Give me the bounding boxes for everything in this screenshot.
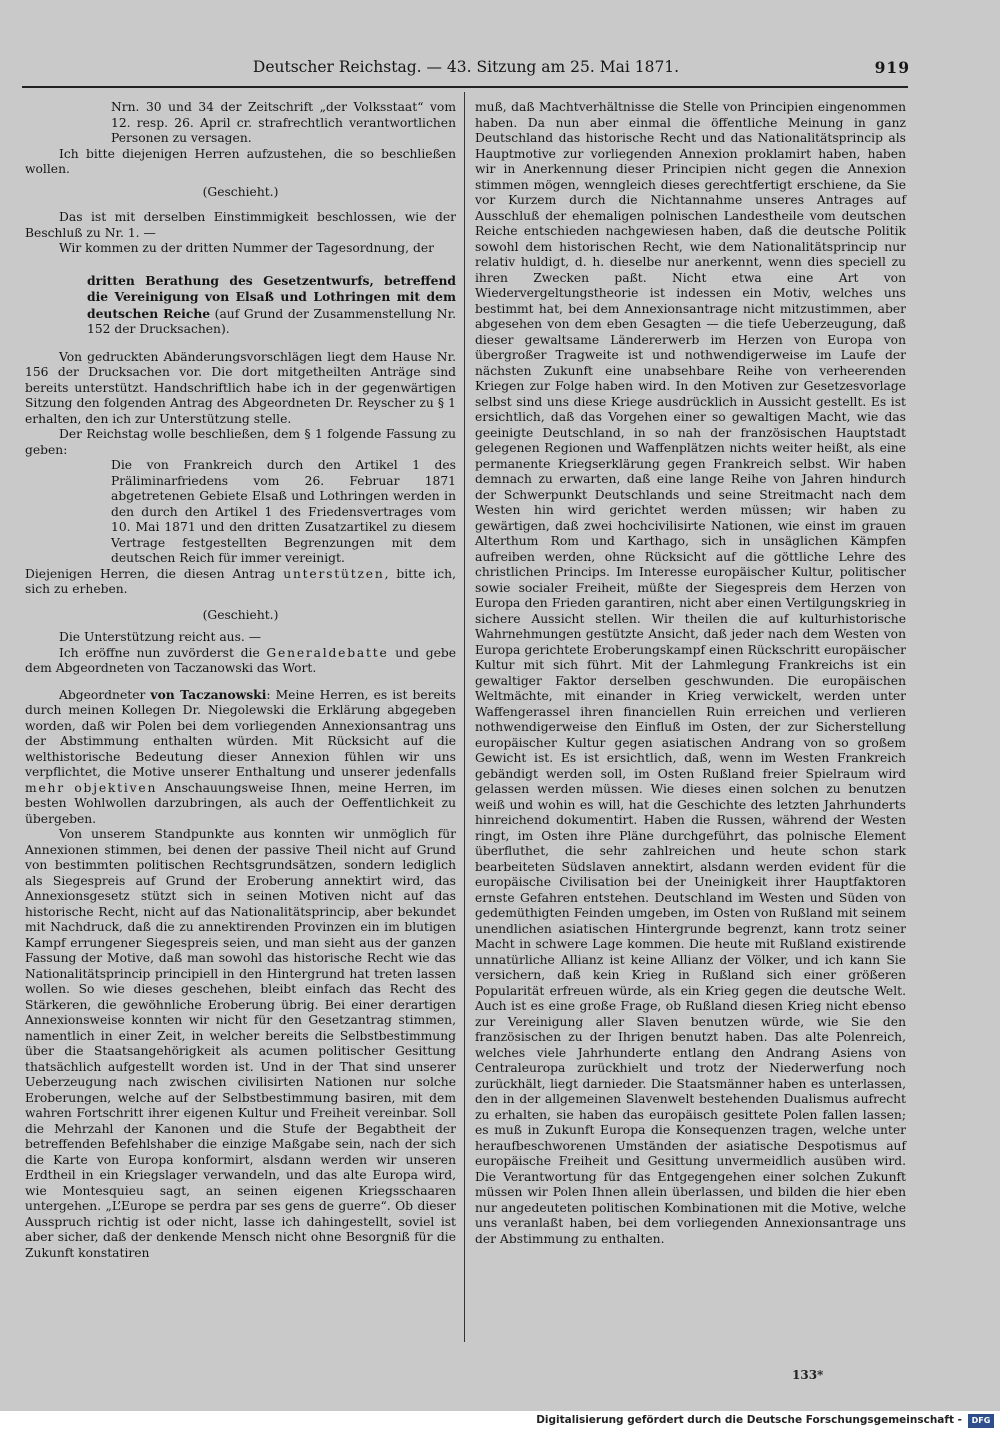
agenda-heading bbox=[25, 273, 456, 338]
text-run: : Meine Herren, es ist bereits durch meinen Kollegen Dr. Niegolewski die Erklärung abgegeben worden, daß wir Polen bei dem vorliegenden Annexionsantrag uns der Abstimmung enthalten würden. Mit Rücksicht auf die welthistorische Bedeutung dieser Annexion fühlen wir uns verpflichtet, die Motive unserer Enthaltung und unserer jedenfalls bbox=[25, 687, 456, 779]
dfg-logo: DFG bbox=[968, 1414, 994, 1428]
paragraph: muß, daß Machtverhältnisse die Stelle von Principien eingenommen haben. Da nun aber einmal die öffentliche Meinung in ganz Deutschland das historische Recht und das Nationalitätsprincip als Hauptmotive zur vorliegenden Annexion proklamirt haben, haben wir in Anerkennung dieser Principien nicht gegen die Annexion stimmen mögen, wenngleich dieses gerechtfertigt erschiene, da Sie vor Kurzem durch die Nichtannahme unseres Antrages auf Ausschluß der ehemaligen polnischen Landestheile vom deutschen Reiche entschieden nachgewiesen haben, daß die deutsche Politik sowohl dem historischen Recht, wie dem Nationalitätsprincip nur relativ huldigt, d. h. dieselbe nur anerkennt, wenn dies speciell zu ihren Zwecken paßt. Nicht etwa eine Art von Wiedervergeltungstheorie ist indessen ein Motiv, welches uns bestimmt hat, bei dem Annexionsantrage nicht mitzustimmen, aber abgesehen von dem eben Gesagten — die tiefe Ueberzeugung, daß dieser gewaltsame Ländererwerb im Herzen von Europa von übergroßer Tragweite ist und nothwendigerweise im Laufe der nächsten Zukunft eine unabsehbare Reihe von verheerenden Kriegen zur Folge haben wird. In den Motiven zur Gesetzesvorlage selbst sind uns diese Kriege ausdrücklich in Aussicht gestellt. Es ist ersichtlich, daß das Vorgehen einer so gewaltigen Macht, wie das geeinigte Deutschland, in so nah der französischen Hauptstadt gelegenen Regionen und Waffenplätzen nichts weiter heißt, als eine permanente Kriegserklärung gegen Frankreich selbst. Wir haben demnach zu erwarten, daß eine lange Reihe von Jahren hindurch der Schwerpunkt Deutschlands und seine Streitmacht nach dem Westen hin wird gerichtet werden müssen; wir haben zu gewärtigen, daß zwei hochcivilisirte Nationen, wie einst im grauen Alterthum Rom und Karthago, sich in unsäglichen Kämpfen aufreiben werden, ohne Rücksicht auf die göttliche Lehre des christlichen Princips. Im Interesse europäischer Kultur, politischer sowie socialer Freiheit, müßte der Siegespreis dem Herzen von Europa den Frieden garantiren, nicht aber einen Vertilgungskrieg in sichere Aussicht stellen. Wir theilen die auf kulturhistorische Wahrnehmungen gestützte Ansicht, daß jeder nach dem Westen von Europa gerichtete Eroberungskampf einen Rückschritt europäischer Kultur mit sich führt. Mit der Lahmlegung Frankreichs ist ein gewaltiger Faktor derselben geschwunden. Die europäischen Weltmächte, mit einander in Krieg verwickelt, werden unter Waffengerassel ihren financiellen Ruin erreichen und verlieren nothwendigerweise den Einfluß im Osten, der zur Sicherstellung europäischer Kultur gegen asiatischen Andrang von so großem Gewicht ist. Es ist ersichtlich, daß, wenn im Westen Frankreich gebändigt werden soll, im Osten Rußland freier Spielraum wird gelassen werden müssen. Wie dieses einen solchen zu benutzen weiß und wohin es will, hat die Geschichte des letzten Jahrhunderts hinreichend dokumentirt. Haben die Russen, während der Westen ringt, im Osten ihre Pläne durchgeführt, das polnische Element überfluthet, die sehr zahlreichen und heute schon stark bearbeiteten Südslaven annektirt, alsdann werden evident für die europäische Civilisation bei der Uneinigkeit ihrer Hauptfaktoren ernste Gefahren entstehen. Deutschland im Westen und Süden von gedemüthigten Feinden umgeben, im Osten von Rußland mit seinem unendlichen asiatischen Hintergrunde begrenzt, kann trotz seiner Macht in schwere Lage kommen. Die heute mit Rußland existirende unnatürliche Allianz ist keine Allianz der Völker, und ich kann Sie versichern, daß kein Krieg in Rußland sich einer größeren Popularität erfreuen würde, als ein Krieg gegen die deutsche Welt. Auch ist es eine große Frage, ob Rußland diesen Krieg nicht ebenso zur Vereinigung aller Slaven benutzen würde, wie Sie den französischen zu der Ihrigen benutzt haben. Das alte Polenreich, welches viele Jahrhunderte entlang den Andrang Asiens von Centraleuropa zurückhielt und trotz der Niederwerfung noch zurückhält, liegt darnieder. Die Staatsmänner haben es unterlassen, den in der allgemeinen Slavenwelt bestehenden Dualismus aufrecht zu erhalten, sie haben das europäisch gesittete Polen fallen lassen; es muß in Zukunft Europa die Konsequenzen tragen, welche unter heraufbeschworenen Umständen der asiatische Despotismus auf europäische Freiheit und Gesittung unvermeidlich ausüben wird. Die Verantwortung für das Entgegengehen einer solchen Zukunft müssen wir Polen Ihnen allein überlassen, und bilden die hier eben nur angedeuteten politischen Kombinationen mit die Motive, welche uns veranlaßt haben, bei dem vorliegenden Annexionsantrage uns der Abstimmung zu enthalten. bbox=[475, 100, 906, 1246]
stage-direction: (Geschieht.) bbox=[202, 607, 279, 622]
paragraph bbox=[25, 646, 456, 677]
stage-direction: (Geschieht.) bbox=[202, 184, 279, 199]
text-run: , bitte ich, sich zu erheben. bbox=[25, 566, 457, 596]
motion-text: Die von Frankreich durch den Artikel 1 des Präliminarfriedens vom 26. Februar 1871 abgetretenen Gebiete Elsaß und Lothringen werden in den durch den Artikel 1 des Friedensvertrages vom 10. Mai 1871 und den dritten Zusatzartikel zu diesem Vertrage festgestellten Begrenzungen mit dem deutschen Reich für immer vereinigt. bbox=[111, 458, 456, 565]
paragraph bbox=[25, 567, 456, 598]
paragraph: Nrn. 30 und 34 der Zeitschrift „der Volksstaat“ vom 12. resp. 26. April cr. strafrechtlich verantwortlichen Personen zu versagen. bbox=[111, 100, 456, 145]
text-run: und gebe dem Abgeordneten von Taczanowski das Wort. bbox=[25, 645, 456, 675]
text-run: Anschauungsweise Ihnen, meine Herren, im besten Wohlwollen darzubringen, als auch der Oeffentlichkeit zu übergeben. bbox=[25, 780, 456, 826]
spaced-text: unterstützen bbox=[283, 566, 385, 581]
speaker-name: von Taczanowski bbox=[150, 686, 267, 702]
header-rule bbox=[22, 86, 908, 88]
agenda-heading-rest: (auf Grund der Zusammenstellung Nr. 152 der Drucksachen). bbox=[87, 306, 457, 336]
spaced-text: mehr objektiven bbox=[25, 780, 158, 795]
speech-paragraph bbox=[25, 687, 456, 828]
signature-mark: 133* bbox=[792, 1368, 824, 1382]
column-divider bbox=[464, 92, 465, 1342]
agenda-heading-bold: dritten Berathung des Gesetzentwurfs, betreffend die Vereinigung von Elsaß und Lothringen mit dem deutschen Reiche bbox=[87, 272, 456, 321]
text-run: Diejenigen Herren, die diesen Antrag bbox=[25, 566, 284, 581]
paragraph: Die Unterstützung reicht aus. — bbox=[59, 630, 261, 644]
left-column bbox=[25, 100, 456, 1261]
funding-credit: Digitalisierung gefördert durch die Deutsche Forschungsgemeinschaft - bbox=[536, 1414, 962, 1426]
paragraph: Von unserem Standpunkte aus konnten wir unmöglich für Annexionen stimmen, bei denen der passive Theil nicht auf Grund von bestimmten politischen Rechtsgrundsätzen, sondern lediglich als Siegespreis auf Grund der Eroberung annektirt wird, das Annexionsgesetz stützt sich in seinen Motiven nicht auf das historische Recht, nicht auf das Nationalitätsprincip, aber bekundet mit Nachdruck, daß die zu annektirenden Provinzen ein im blutigen Kampf errungener Siegespreis seien, und man sieht aus der ganzen Fassung der Motive, daß man sowohl das historische Recht wie das Nationalitätsprincip principiell in den Hintergrund hat treten lassen wollen. So wie dieses geschehen, bleibt einfach das Recht des Stärkeren, die gewöhnliche Eroberung übrig. Bei einer derartigen Annexionsweise konnten wir nicht für den Gesetzantrag stimmen, namentlich in einer Zeit, in welcher bereits die Selbstbestimmung über die Staatsangehörigkeit als acumen politischer Gesittung thatsächlich aufgestellt worden ist. Und in der That sind unserer Ueberzeugung nach zwischen civilisirten Nationen nur solche Eroberungen, welche auf der Selbstbestimmung basiren, mit dem wahren Fortschritt ihrer eigenen Kultur und Freiheit vereinbar. Soll die Mehrzahl der Kanonen und die Stufe der Begabtheit der betreffenden Befehlshaber die einzige Maßgabe sein, nach der sich die Karte von Europa konformirt, alsdann werden wir unseren Erdtheil in ein Kriegslager verwandeln, und das alte Europa wird, wie Montesquieu sagt, an seinen eigenen Kriegsschaaren untergehen. „L’Europe se perdra par ses gens de guerre“. Ob dieser Ausspruch richtig ist oder nicht, lasse ich dahingestellt, soviel ist aber sicher, daß der denkende Mensch nicht ohne Besorgniß für die Zukunft konstatiren bbox=[25, 827, 456, 1260]
paragraph: Von gedruckten Abänderungsvorschlägen liegt dem Hause Nr. 156 der Drucksachen vor. Die dort mitgetheilten Anträge sind bereits unterstützt. Handschriftlich habe ich in der gegenwärtigen Sitzung den folgenden Antrag des Abgeordneten Dr. Reyscher zu § 1 erhalten, den ich zur Unterstützung stelle. bbox=[25, 349, 456, 426]
text-run: Abgeordneter bbox=[59, 687, 151, 702]
header-title: Deutscher Reichstag. — 43. Sitzung am 25. Mai 1871. bbox=[252, 58, 680, 76]
footer-bar bbox=[0, 1411, 1000, 1432]
paragraph: Der Reichstag wolle beschließen, dem § 1 folgende Fassung zu geben: bbox=[25, 427, 456, 457]
paragraph: Ich bitte diejenigen Herren aufzustehen, die so beschließen wollen. bbox=[25, 146, 456, 176]
page-number: 919 bbox=[874, 58, 910, 77]
right-column bbox=[475, 100, 906, 1247]
page-header bbox=[22, 58, 910, 82]
paragraph: Wir kommen zu der dritten Nummer der Tagesordnung, der bbox=[59, 241, 435, 255]
spaced-text: Generaldebatte bbox=[266, 645, 389, 660]
paragraph: Das ist mit derselben Einstimmigkeit beschlossen, wie der Beschluß zu Nr. 1. — bbox=[25, 210, 456, 240]
text-run: Ich eröffne nun zuvörderst die bbox=[59, 645, 267, 660]
